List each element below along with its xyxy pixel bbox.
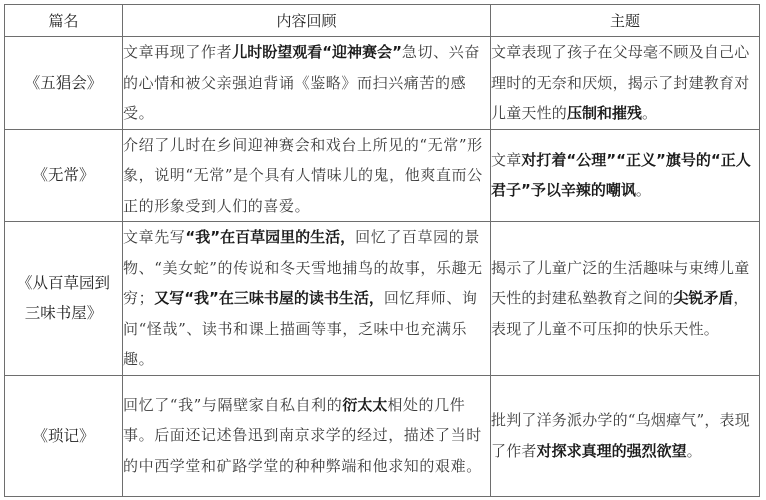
row-content (123, 222, 491, 376)
theme-emphasis: 压制和摧残 (567, 104, 643, 122)
row-theme (491, 37, 760, 130)
theme-text: 。 (642, 104, 658, 122)
content-text: 回忆拜师、询问“怪哉”、读书和课上描画等事，乏味中也充满乐趣。 (123, 289, 478, 368)
header-title: 篇名 (5, 5, 123, 37)
row-theme (491, 375, 760, 496)
content-emphasis: 儿时盼望观看“迎神赛会” (232, 43, 402, 61)
content-text: 急切、兴奋的心情和被父亲强迫背诵《鉴略》而扫兴痛苦的感受。 (123, 43, 480, 122)
row-title-line: 《从百草园到 (16, 274, 110, 293)
content-emphasis: 又写“我”在三味书屋的读书生活， (154, 289, 384, 307)
table-row (5, 37, 760, 130)
row-title: 《无常》 (5, 129, 123, 222)
theme-text: 文章表现了孩子在父母毫不顾及自己心理时的无奈和厌烦，揭示了封建教育对儿童天性的 (491, 43, 750, 122)
row-theme (491, 129, 760, 222)
row-theme (491, 222, 760, 376)
theme-text: 批判了洋务派办学的“乌烟瘴气”，表现了作者 (491, 411, 750, 460)
table-row (5, 129, 760, 222)
content-text: 介绍了儿时在乡间迎神赛会和戏台上所见的“无常”形象，说明“无常”是个具有人情味儿的鬼，他爽直而公正的形象受到人们的喜爱。 (123, 135, 483, 215)
theme-text: ，表现了儿童不可压抑的快乐天性。 (491, 289, 749, 338)
content-text: 文章再现了作者 (123, 43, 233, 61)
header-theme: 主题 (491, 5, 760, 37)
row-title: 《琐记》 (5, 375, 123, 496)
row-title-line: 三味书屋》 (24, 304, 103, 323)
header-row (5, 5, 760, 37)
theme-text: 。 (635, 181, 652, 200)
theme-text: 揭示了儿童广泛的生活趣味与束缚儿童天性的封建私塾教育之间的 (491, 258, 750, 307)
summary-table (4, 4, 760, 497)
row-content (123, 37, 491, 130)
row-title: 《五猖会》 (5, 37, 123, 130)
header-content: 内容回顾 (123, 5, 491, 37)
theme-emphasis: 对打着“公理”“正义”旗号的“正人君子”予以辛辣的嘲讽 (491, 150, 751, 200)
content-text: 回忆了“我”与隔壁家自私自利的 (123, 395, 343, 414)
content-text: 相处的几件事。后面还记述鲁迅到南京求学的经过，描述了当时的中西学堂和矿路学堂的种种弊端和他求知的艰难。 (123, 395, 482, 475)
content-emphasis: “我”在百草园里的生活， (185, 228, 356, 246)
row-title (5, 222, 123, 376)
theme-text: 。 (686, 441, 702, 460)
theme-text: 文章 (491, 150, 522, 169)
content-text: 回忆了百草园的景物、“美女蛇”的传说和冬天雪地捕鸟的故事，乐趣无穷； (123, 228, 483, 307)
theme-emphasis: 对探求真理的强烈欲望 (536, 441, 687, 460)
table-row (5, 222, 760, 376)
row-content (123, 129, 491, 222)
row-content (123, 375, 491, 496)
theme-emphasis: 尖锐矛盾 (673, 289, 734, 307)
table-row (5, 375, 760, 496)
content-text: 文章先写 (123, 228, 186, 246)
content-emphasis: 衍太太 (342, 395, 388, 414)
